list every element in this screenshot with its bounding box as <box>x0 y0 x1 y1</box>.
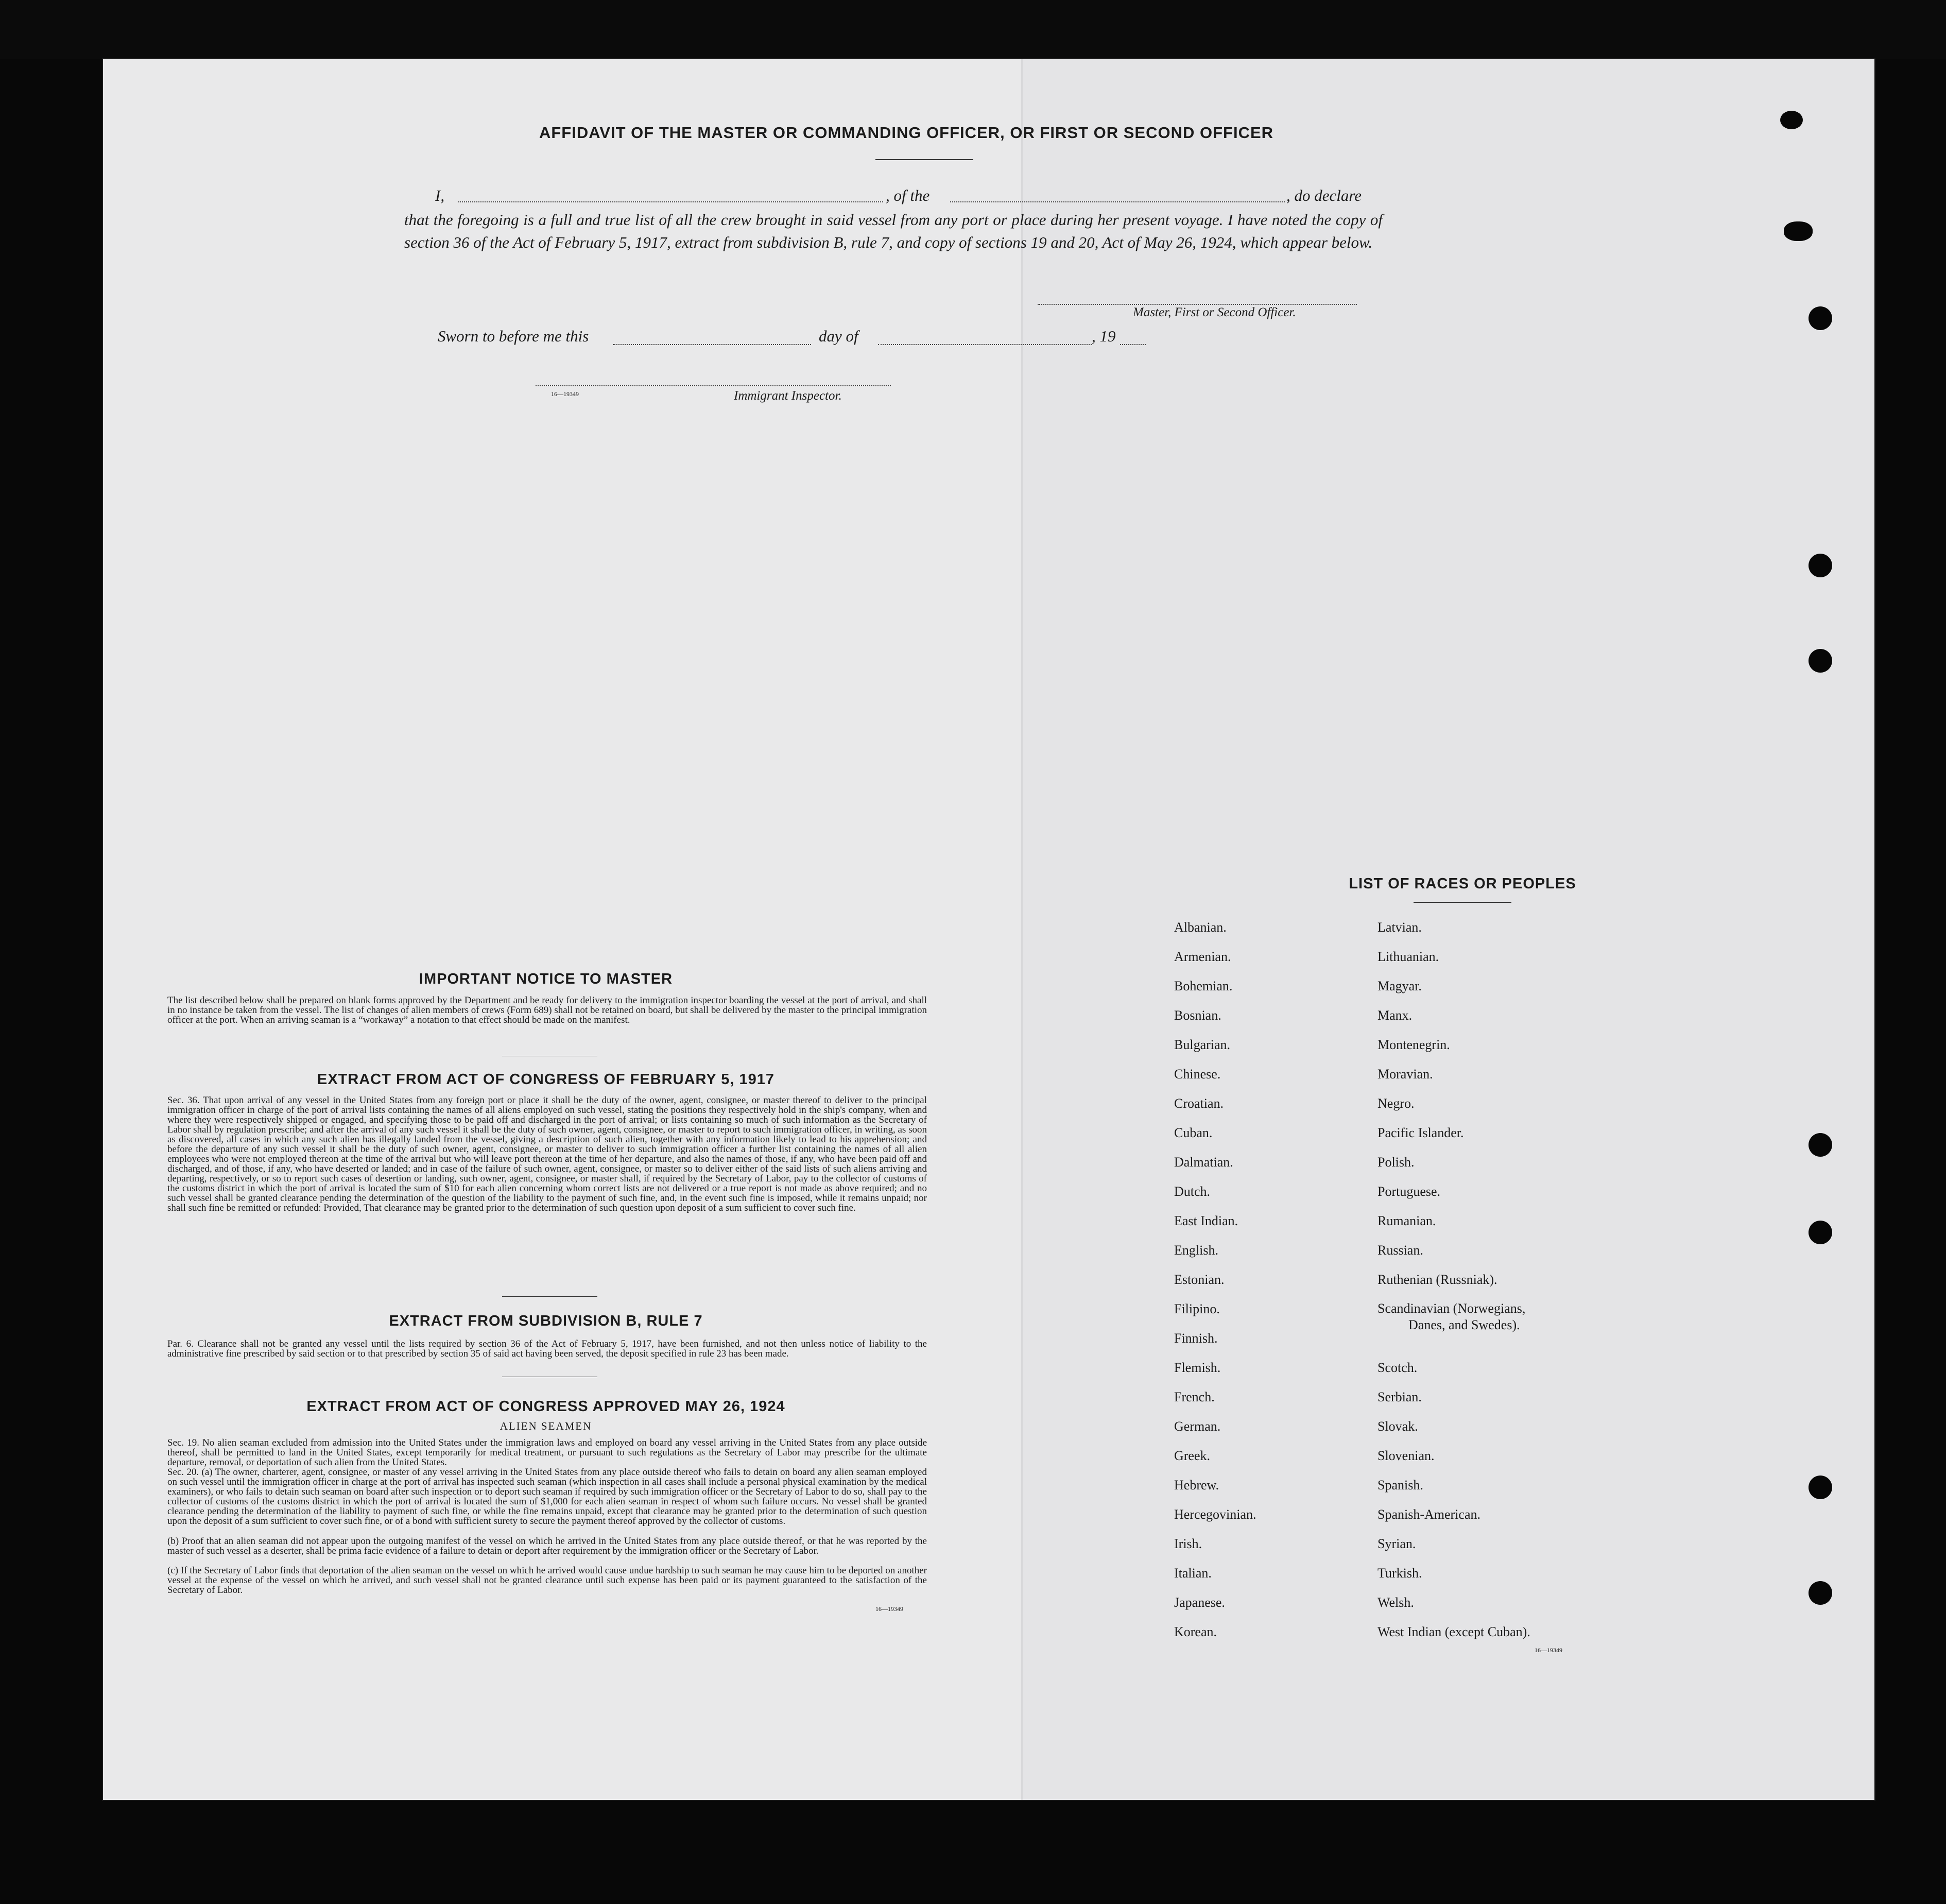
film-border-top <box>0 0 1946 59</box>
race-item: Spanish. <box>1377 1478 1423 1493</box>
race-item: Scotch. <box>1377 1360 1418 1375</box>
extract-1917-text: Sec. 36. That upon arrival of any vessel in the United States from any foreign port or place it shall be the duty of the owner, agent, consignee, or master thereof to deliver to the principal immigration officer in charge of the port of arrival lists containing the names of all aliens employed on such vessel, stating the positions they respectively hold in the ship's company, when and where they were respectively shipped or engaged, and specifying those to be paid off and discharged in the port of arrival; or lists containing so much of such information as the Secretary of Labor shall by regulation prescribe; and after the arrival of any such vessel it shall be the duty of such owner, agent, consignee, or master to report to such immigration officer, in writing, as soon as discovered, all cases in which any such alien has illegally landed from the vessel, giving a description of such alien, together with any information likely to lead to his apprehension; and before the departure of any such vessel it shall be the duty of such owner, agent, consignee, or master to deliver to such immigration officer a further list containing the names of all alien employees who were not employed thereon at the time of the arrival but who will leave port thereon at the time of her departure, and also the names of those, if any, who have been paid off and discharged, and of those, if any, who have deserted or landed; and in case of the failure of such owner, agent, consignee, or master so to deliver either of the said lists of such aliens arriving and departing, respectively, or so to report such cases of desertion or landing, such owner, agent, consignee, or master shall, if required by the Secretary of Labor, pay to the collector of customs of the customs district in which the port of arrival is located the sum of $10 for each alien concerning whom correct lists are not delivered or a true report is not made as above required; and no such vessel shall be granted clearance pending the determination of the question of the liability to the payment of such fine, and, in the event such fine is imposed, while it remains unpaid; nor shall such fine be remitted or refunded: Provided, That clearance may be granted prior to the determination of such question upon deposit of a sum sufficient to cover such fine. <box>167 1095 927 1213</box>
extract-rule7-text: Par. 6. Clearance shall not be granted any vessel until the lists required by section 36 of the Act of February 5, 1917, have been furnished, and not then unless notice of liability to the administrative fine prescribed by said section or to that prescribed by section 35 of said act having been served, the deposit specified in rule 23 has been made. <box>167 1339 927 1359</box>
race-item: German. <box>1174 1419 1221 1434</box>
punch-hole <box>1780 111 1803 129</box>
form-number: 16—19349 <box>875 1605 903 1613</box>
race-item: Negro. <box>1377 1096 1415 1111</box>
punch-hole <box>1809 1581 1832 1605</box>
master-caption: Master, First or Second Officer. <box>1133 305 1296 319</box>
race-item: Dutch. <box>1174 1184 1211 1199</box>
race-item-line: Scandinavian (Norwegians, <box>1377 1301 1526 1316</box>
race-item: Welsh. <box>1377 1595 1414 1610</box>
races-title: LIST OF RACES OR PEOPLES <box>1349 876 1576 892</box>
extract-1924-title: EXTRACT FROM ACT OF CONGRESS APPROVED MAY 26, 1924 <box>306 1398 785 1415</box>
extract-1917-title: EXTRACT FROM ACT OF CONGRESS OF FEBRUARY 5, 1917 <box>317 1071 775 1088</box>
race-item: Lithuanian. <box>1377 949 1439 964</box>
page-fold <box>1021 59 1023 1800</box>
notice-title: IMPORTANT NOTICE TO MASTER <box>419 971 673 987</box>
affidavit-body: that the foregoing is a full and true list of all the crew brought in said vessel from any port or place during her present voyage. I have noted the copy of section 36 of the Act of February 5, 1917, extract from subdivision B, rule 7, and copy of sections 19 and 20, Act of May 26, 1924, which appear below. <box>404 211 1383 251</box>
affidavit-of-the: , of the <box>886 186 930 204</box>
race-item: Hebrew. <box>1174 1478 1219 1493</box>
vessel-field[interactable] <box>950 201 1285 202</box>
inspector-caption: Immigrant Inspector. <box>734 389 842 403</box>
race-item: Korean. <box>1174 1624 1217 1639</box>
race-item: Estonian. <box>1174 1272 1225 1287</box>
divider <box>1414 902 1511 903</box>
sec20a-text: Sec. 20. (a) The owner, charterer, agent, consignee, or master of any vessel arriving in the United States from any place outside thereof who fails to detain on board any alien seaman employed on such vessel until the immigration officer in charge at the port of arrival has inspected such seaman (which inspection in all cases shall include a personal physical examination by the medical examiners), or who fails to detain such seaman on board after such inspection or to deport such seaman if required by such immigration officer or the Secretary of Labor to do so, shall pay to the collector of customs of the customs district in which the port of arrival is located the sum of $1,000 for each alien seaman in respect of whom such failure occurs. No vessel shall be granted clearance pending the determination of the liability to payment of such fine, or while the fine remains unpaid, except that clearance may be granted prior to the determination of such question upon the deposit of a sum sufficient to cover such fine, or of a bond with sufficient surety to secure the payment thereof approved by the collector of customs. <box>167 1467 927 1526</box>
punch-hole <box>1809 1133 1832 1157</box>
race-item: Flemish. <box>1174 1360 1221 1375</box>
race-item: East Indian. <box>1174 1213 1238 1228</box>
notice-text: The list described below shall be prepared on blank forms approved by the Department and be ready for delivery to the immigration inspector boarding the vessel at the port of arrival, and shall in no instance be taken from the vessel. The list of changes of alien members of crews (Form 689) shall not be retained on board, but shall be delivered by the master to the principal immigration officer at the port. When an arriving seaman is a “workaway” a notation to that effect should be made on the manifest. <box>167 995 927 1025</box>
race-item: Portuguese. <box>1377 1184 1441 1199</box>
sec20b-text: (b) Proof that an alien seaman did not appear upon the outgoing manifest of the vessel on which he arrived in the United States from any place outside thereof, or that he was reported by the master of such vessel as a deserter, shall be prima facie evidence of a failure to detain or deport after requirement by the immigration officer or the Secretary of Labor. <box>167 1536 927 1556</box>
punch-hole <box>1784 221 1813 241</box>
inspector-signature-field[interactable] <box>536 385 891 386</box>
race-item: French. <box>1174 1390 1215 1404</box>
divider <box>502 1296 597 1297</box>
race-item: Chinese. <box>1174 1067 1221 1082</box>
race-item: Dalmatian. <box>1174 1155 1233 1170</box>
race-item-scandinavian <box>1377 1294 1530 1353</box>
race-item: Rumanian. <box>1377 1213 1436 1228</box>
races-left-column <box>1174 913 1256 1646</box>
race-item: Filipino. <box>1174 1301 1220 1316</box>
race-item: Moravian. <box>1377 1067 1433 1082</box>
race-item: Turkish. <box>1377 1566 1422 1581</box>
race-item: Armenian. <box>1174 949 1231 964</box>
race-item: Ruthenian (Russniak). <box>1377 1272 1497 1287</box>
race-item: Albanian. <box>1174 920 1227 935</box>
race-item: Montenegrin. <box>1377 1037 1450 1052</box>
race-item: Greek. <box>1174 1448 1211 1463</box>
year-label: , 19 <box>1092 327 1116 345</box>
punch-hole <box>1809 306 1832 330</box>
race-item: Bosnian. <box>1174 1008 1221 1023</box>
race-item: Magyar. <box>1377 979 1422 993</box>
affidavit-i: I, <box>435 186 445 204</box>
document-page <box>103 59 1874 1800</box>
race-item: Polish. <box>1377 1155 1415 1170</box>
affidavit-title: AFFIDAVIT OF THE MASTER OR COMMANDING OFFICER, OR FIRST OR SECOND OFFICER <box>539 124 1274 142</box>
race-item: English. <box>1174 1243 1218 1258</box>
race-item: Bulgarian. <box>1174 1037 1231 1052</box>
race-item: Serbian. <box>1377 1390 1422 1404</box>
race-item: Latvian. <box>1377 920 1422 935</box>
sec19-text: Sec. 19. No alien seaman excluded from admission into the United States under the immigration laws and employed on board any vessel arriving in the United States from any place outside thereof, shall be permitted to land in the United States, except temporarily for medical treatment, or pursuant to such regulations as the Secretary of Labor may prescribe for the ultimate departure, removal, or deportation of such alien from the United States. <box>167 1437 927 1468</box>
race-item-line: Danes, and Swedes). <box>1408 1317 1520 1332</box>
form-number: 16—19349 <box>1535 1646 1562 1654</box>
race-item: Finnish. <box>1174 1331 1218 1346</box>
race-item: Italian. <box>1174 1566 1212 1581</box>
divider <box>875 159 973 160</box>
race-item: Irish. <box>1174 1536 1202 1551</box>
race-item: Bohemian. <box>1174 979 1233 993</box>
race-item: Cuban. <box>1174 1125 1213 1140</box>
race-item: Japanese. <box>1174 1595 1225 1610</box>
punch-hole <box>1809 554 1832 577</box>
sworn-day-field[interactable] <box>613 344 811 345</box>
name-field[interactable] <box>458 201 883 202</box>
race-item: Syrian. <box>1377 1536 1416 1551</box>
race-item: Hercegovinian. <box>1174 1507 1256 1522</box>
affidavit-declare: , do declare <box>1286 186 1362 204</box>
race-item: Spanish-American. <box>1377 1507 1481 1522</box>
punch-hole <box>1809 1221 1832 1244</box>
race-item: Slovenian. <box>1377 1448 1435 1463</box>
race-item: Pacific Islander. <box>1377 1125 1464 1140</box>
race-item: Slovak. <box>1377 1419 1418 1434</box>
day-of-label: day of <box>819 327 858 345</box>
race-item: Manx. <box>1377 1008 1413 1023</box>
punch-hole <box>1809 649 1832 673</box>
race-item: West Indian (except Cuban). <box>1377 1624 1530 1639</box>
punch-hole <box>1809 1476 1832 1499</box>
alien-seamen-subtitle: ALIEN SEAMEN <box>500 1420 592 1432</box>
master-signature-field[interactable] <box>1038 304 1357 305</box>
sworn-year-field[interactable] <box>1120 344 1146 345</box>
form-number: 16—19349 <box>551 390 579 398</box>
sec20c-text: (c) If the Secretary of Labor finds that deportation of the alien seaman on the vessel on which he arrived would cause undue hardship to such seaman he may cause him to be deported on another vessel at the expense of the vessel on which he arrived, and such vessel shall not be granted clearance until such expense has been paid or its payment guaranteed to the satisfaction of the Secretary of Labor. <box>167 1565 927 1596</box>
race-item: Russian. <box>1377 1243 1423 1258</box>
sworn-label: Sworn to before me this <box>438 327 589 345</box>
extract-rule7-title: EXTRACT FROM SUBDIVISION B, RULE 7 <box>389 1313 703 1329</box>
sworn-month-field[interactable] <box>878 344 1092 345</box>
races-right-column <box>1377 913 1530 1646</box>
race-item: Croatian. <box>1174 1096 1224 1111</box>
